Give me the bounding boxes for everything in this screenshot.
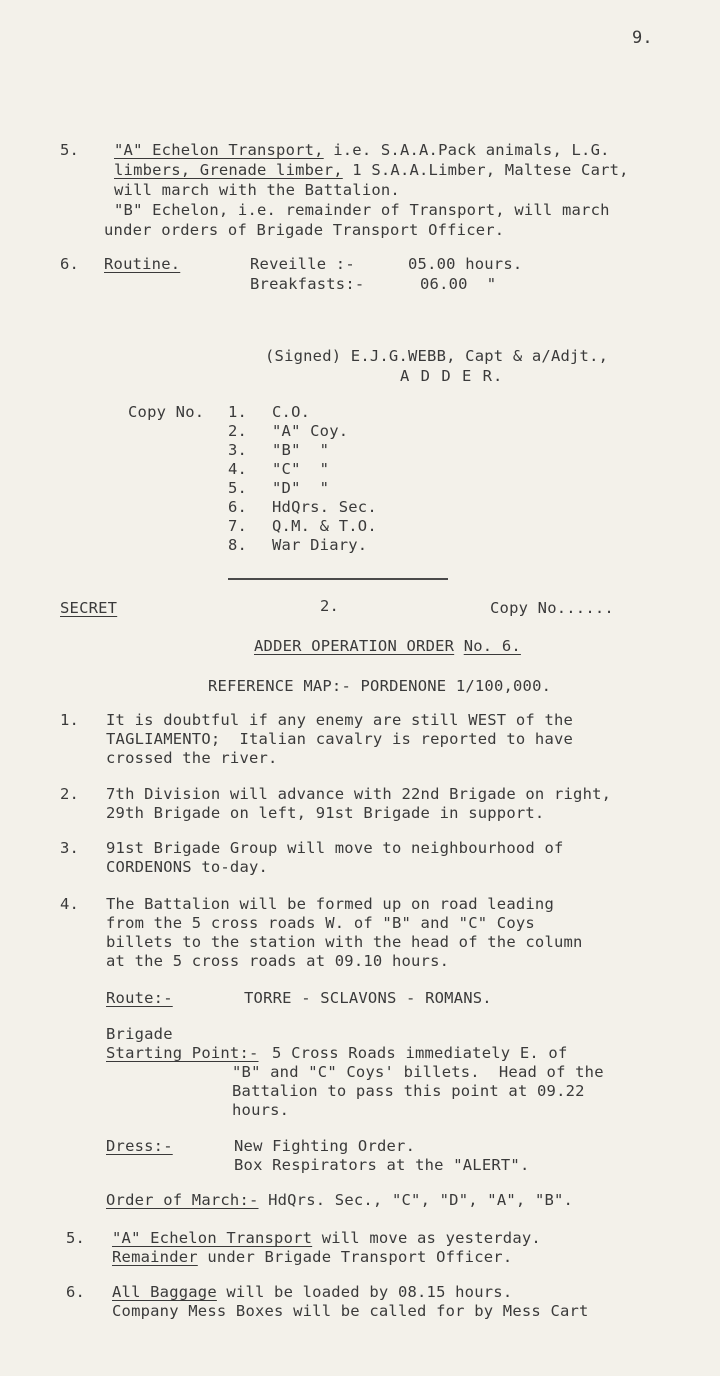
order-para6-line1 [112,1282,512,1302]
order-para6-rest: will be loaded by 08.15 hours. [216,1283,513,1301]
order-of-march-value: HdQrs. Sec., "C", "D", "A", "B". [268,1191,574,1209]
copy-number: 3. [228,441,248,459]
order-para5-line2-heading: Remainder [112,1248,198,1266]
dress-label: Dress:- [106,1137,173,1155]
page-number: 9. [632,28,653,48]
dress-line: Box Respirators at the "ALERT". [234,1156,530,1174]
copy-number: 6. [228,498,248,516]
signature-line: (Signed) E.J.G.WEBB, Capt & a/Adjt., [265,347,609,365]
starting-point-line: hours. [232,1101,290,1119]
order-title [254,636,521,656]
copy-recipient: "A" Coy. [272,422,349,440]
copy-recipient: C.O. [272,403,311,421]
order-para-number: 3. [60,839,80,857]
para5-line1-heading: "A" Echelon Transport, [114,141,324,159]
second-page-number: 2. [320,597,340,615]
order-para-line: billets to the station with the head of the column [106,933,583,951]
order-title-number: No. 6. [463,637,521,655]
copy-recipient: "B" " [272,441,330,459]
copy-recipient: "D" " [272,479,330,497]
order-para-number: 5. [66,1229,86,1247]
copy-list-label: Copy No. [128,403,205,421]
order-para-number: 6. [66,1283,86,1301]
routine-heading: Routine. [104,255,181,273]
para5-line3: will march with the Battalion. [114,181,400,199]
order-para-line: from the 5 cross roads W. of "B" and "C" Coys [106,914,535,932]
copy-recipient: Q.M. & T.O. [272,517,377,535]
copy-recipient: War Diary. [272,536,368,554]
para5-number: 5. [60,141,80,159]
para5-line1 [114,140,610,160]
para5-line5: under orders of Brigade Transport Officer. [104,221,505,239]
para5-line2 [114,160,629,180]
order-para-number: 1. [60,711,80,729]
order-para-line: at the 5 cross roads at 09.10 hours. [106,952,450,970]
order-para5-rest: will move as yesterday. [312,1229,541,1247]
secret-marking: SECRET [60,599,118,617]
copy-number: 5. [228,479,248,497]
copy-number: 8. [228,536,248,554]
order-para-line: 91st Brigade Group will move to neighbourhood of [106,839,564,857]
starting-point-line: "B" and "C" Coys' billets. Head of the [232,1063,604,1081]
order-para-line: crossed the river. [106,749,278,767]
order-para-line: CORDENONS to-day. [106,858,269,876]
order-para5-heading: "A" Echelon Transport [112,1229,313,1247]
order-para5-line1 [112,1228,541,1248]
order-para-line: 29th Brigade on left, 91st Brigade in support. [106,804,545,822]
para5-line1-rest: i.e. S.A.A.Pack animals, L.G. [323,141,610,159]
order-para6-heading: All Baggage [112,1283,217,1301]
copy-recipient: HdQrs. Sec. [272,498,377,516]
para5-line2-rest: 1 S.A.A.Limber, Maltese Cart, [342,161,629,179]
reference-map: REFERENCE MAP:- PORDENONE 1/100,000. [208,677,552,695]
order-para5-line2 [112,1247,512,1267]
copy-number: 7. [228,517,248,535]
order-para-number: 2. [60,785,80,803]
breakfasts-label: Breakfasts:- [250,275,365,293]
route-value: TORRE - SCLAVONS - ROMANS. [244,989,492,1007]
signature-codename: A D D E R. [400,367,504,385]
copy-number: 2. [228,422,248,440]
copy-number: 1. [228,403,248,421]
breakfasts-value: 06.00 " [420,275,497,293]
dress-line: New Fighting Order. [234,1137,416,1155]
order-title-main: ADDER OPERATION ORDER [254,637,455,655]
para5-line2-heading: limbers, Grenade limber, [114,161,343,179]
para5-line4: "B" Echelon, i.e. remainder of Transport, will march [114,201,610,219]
order-para-line: TAGLIAMENTO; Italian cavalry is reported to have [106,730,574,748]
order-of-march-label: Order of March:- [106,1191,259,1209]
para6-number: 6. [60,255,80,273]
copy-number: 4. [228,460,248,478]
order-of-march [106,1190,573,1210]
reveille-label: Reveille :- [250,255,355,273]
order-para-line: It is doubtful if any enemy are still WEST of the [106,711,574,729]
order-para6-line2: Company Mess Boxes will be called for by Mess Cart [112,1302,589,1320]
order-para-line: 7th Division will advance with 22nd Brigade on right, [106,785,612,803]
copy-number-field: Copy No...... [490,599,614,617]
copy-recipient: "C" " [272,460,330,478]
brigade-word: Brigade [106,1025,173,1043]
starting-point-line: 5 Cross Roads immediately E. of [272,1044,568,1062]
route-label: Route:- [106,989,173,1007]
starting-point-line: Battalion to pass this point at 09.22 [232,1082,585,1100]
order-para-number: 4. [60,895,80,913]
order-para-line: The Battalion will be formed up on road leading [106,895,554,913]
order-para5-line2-rest: under Brigade Transport Officer. [197,1248,513,1266]
reveille-value: 05.00 hours. [408,255,523,273]
section-divider [228,578,448,580]
starting-point-label: Starting Point:- [106,1044,259,1062]
